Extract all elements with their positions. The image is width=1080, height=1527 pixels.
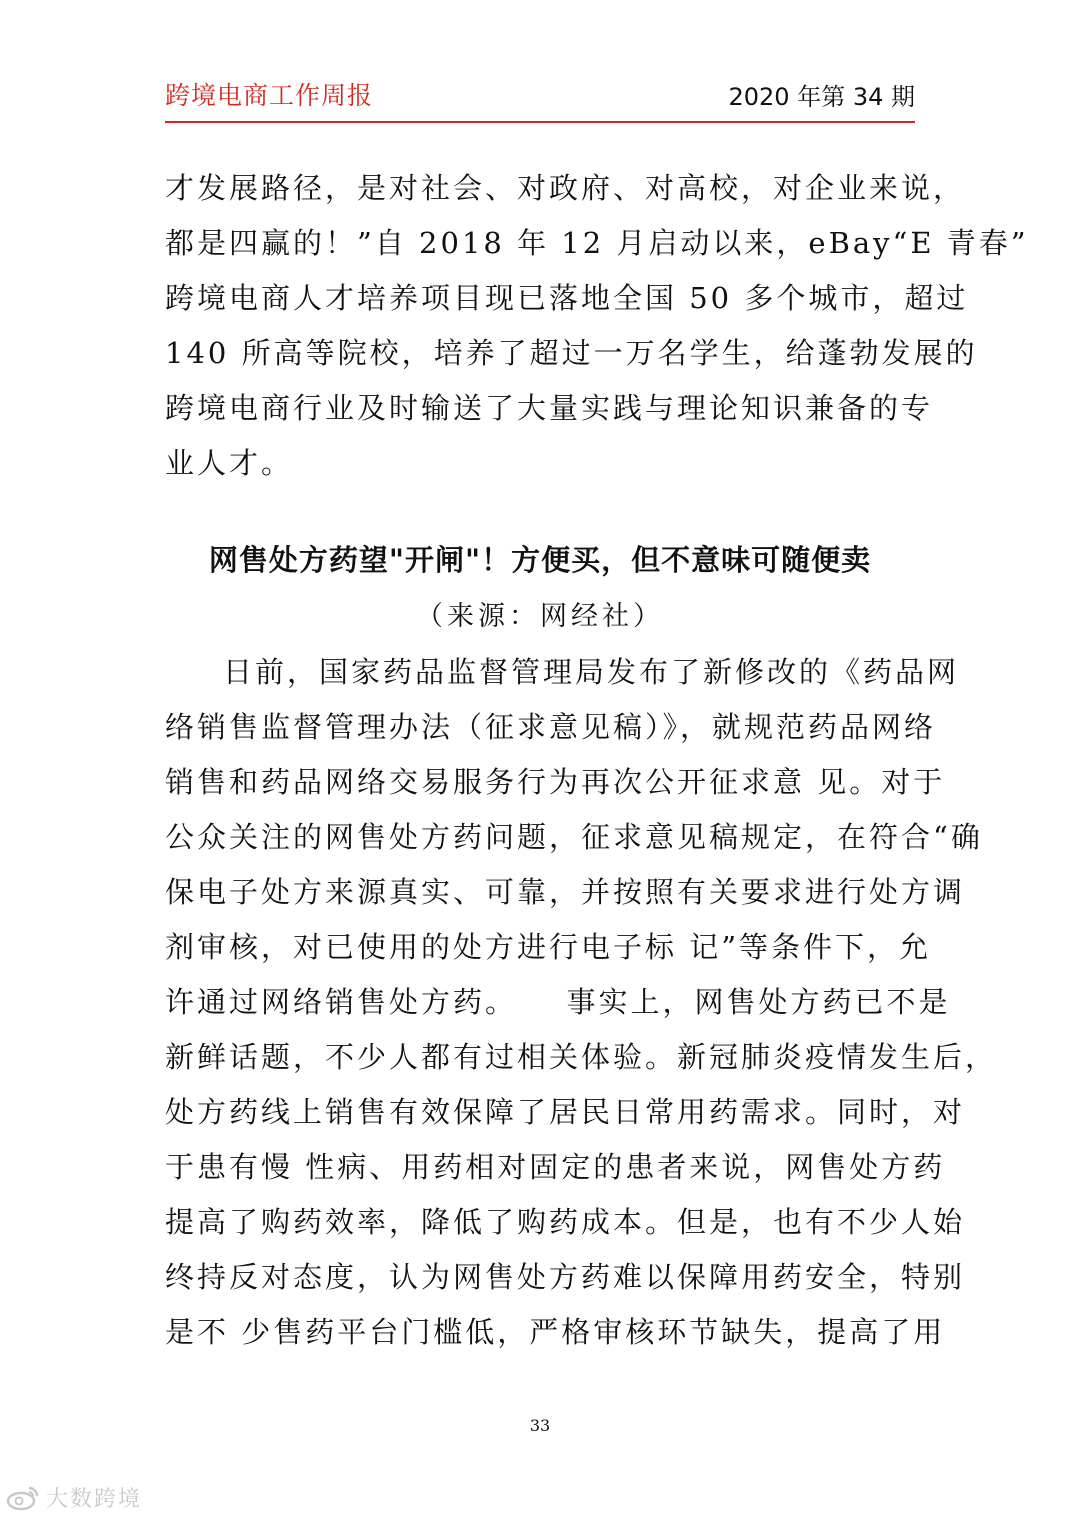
issue-number: 2020 年第 34 期 [728, 83, 915, 111]
page-number: 33 [529, 1416, 551, 1435]
publication-title: 跨境电商工作周报 [165, 81, 374, 110]
article-body [165, 645, 998, 1360]
text-line: 终持反对态度，认为网售处方药难以保障用药安全，特别 [165, 1260, 966, 1294]
text-line: 跨境电商行业及时输送了大量实践与理论知识兼备的专 [165, 391, 934, 425]
text-line: 络销售监督管理办法（征求意见稿）》，就规范药品网络 [165, 710, 937, 744]
text-line: 才发展路径，是对社会、对政府、对高校，对企业来说， [165, 171, 966, 205]
text-line: 新鲜话题，不少人都有过相关体验。新冠肺炎疫情发生后， [165, 1040, 998, 1074]
text-line: 是不 少售药平台门槛低，严格审核环节缺失，提高了用 [165, 1315, 946, 1349]
watermark-text: 大数跨境 [46, 1487, 143, 1512]
text-line: 业人才。 [165, 446, 294, 480]
text-line: 140 所高等院校，培养了超过一万名学生，给蓬勃发展的 [165, 336, 978, 370]
text-line: 日前，国家药品监督管理局发布了新修改的《药品网 [223, 655, 960, 689]
page-header [165, 72, 915, 112]
text-line: 于患有慢 性病、用药相对固定的患者来说，网售处方药 [165, 1150, 946, 1184]
article-source: （来源：网经社） [416, 601, 664, 632]
article-headline: 网售处方药望"开闸"！方便买，但不意味可随便卖 [208, 543, 872, 577]
text-line: 提高了购药效率，降低了购药成本。但是，也有不少人始 [165, 1205, 966, 1239]
weibo-logo-icon [6, 1485, 40, 1511]
text-line: 许通过网络销售处方药。 事实上，网售处方药已不是 [165, 985, 951, 1019]
text-line: 销售和药品网络交易服务行为再次公开征求意 见。对于 [165, 765, 946, 799]
text-line: 公众关注的网售处方药问题，征求意见稿规定，在符合“确 [165, 820, 983, 854]
text-line: 保电子处方来源真实、可靠，并按照有关要求进行处方调 [165, 875, 966, 909]
text-line: 剂审核，对已使用的处方进行电子标 记”等条件下，允 [165, 930, 932, 964]
text-line: 处方药线上销售有效保障了居民日常用药需求。同时，对 [165, 1095, 966, 1129]
header-divider [165, 121, 915, 123]
text-line: 都是四赢的！”自 2018 年 12 月启动以来，eBay“E 青春” [165, 226, 1029, 260]
text-line: 跨境电商人才培养项目现已落地全国 50 多个城市，超过 [165, 281, 969, 315]
watermark [6, 1482, 142, 1513]
paragraph-continuation [165, 161, 1029, 491]
